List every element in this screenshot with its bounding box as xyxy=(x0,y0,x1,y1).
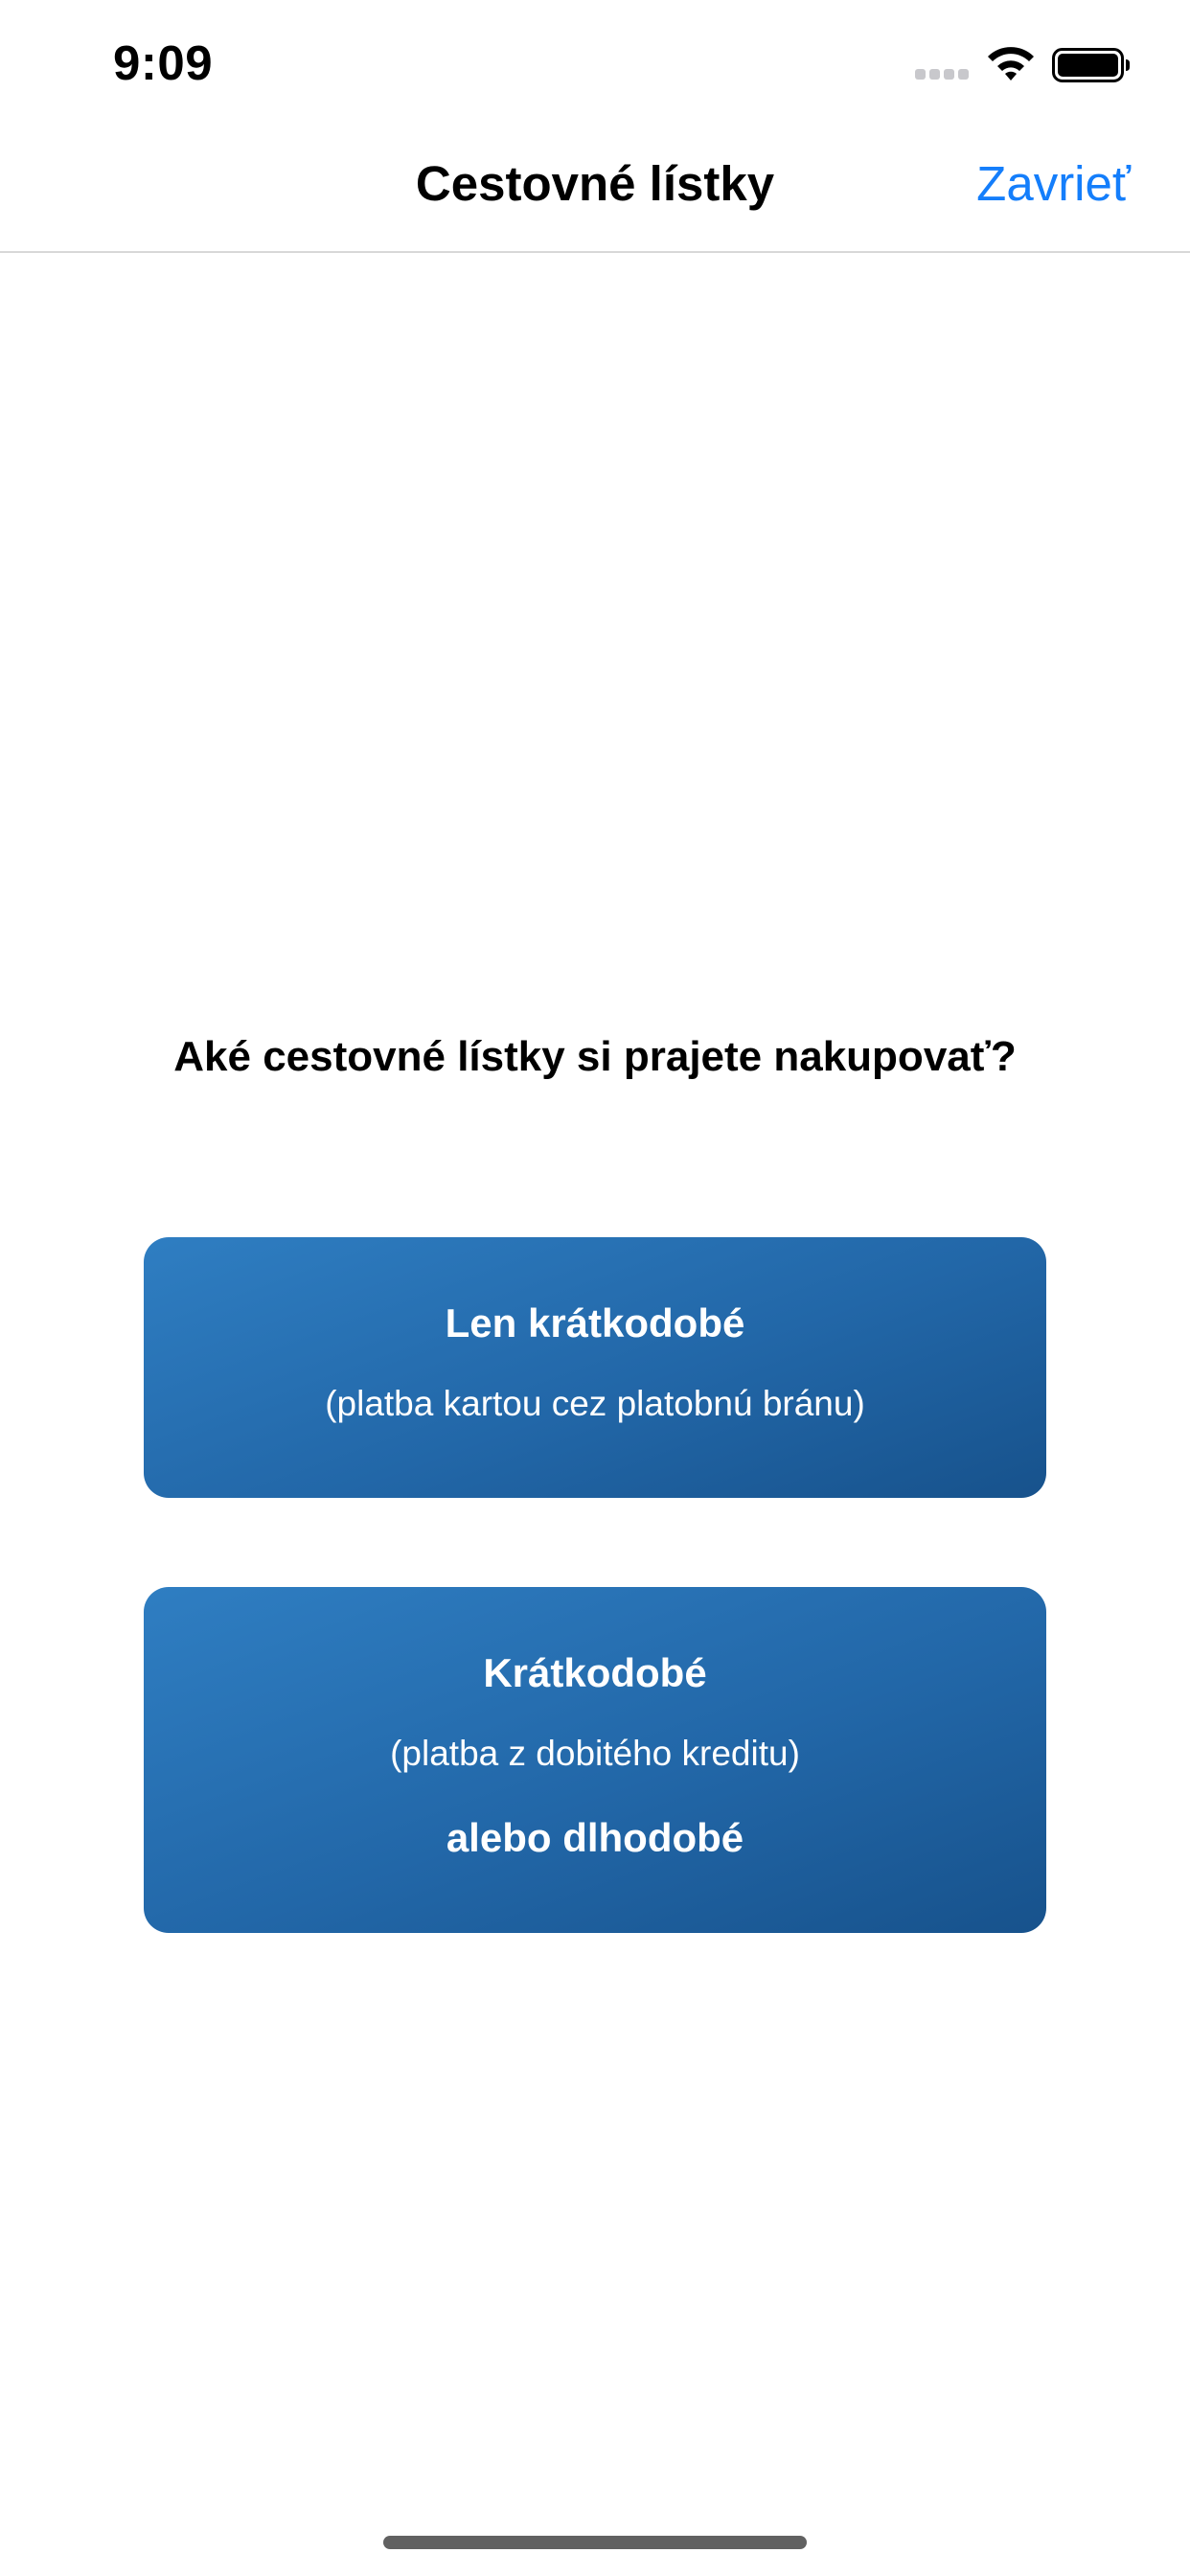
option-footer: alebo dlhodobé xyxy=(446,1815,744,1860)
battery-full-icon xyxy=(1052,48,1131,82)
status-time: 9:09 xyxy=(113,35,214,90)
option-title: Len krátkodobé xyxy=(445,1300,745,1346)
option-subtitle: (platba z dobitého kreditu) xyxy=(390,1734,800,1773)
status-bar xyxy=(0,0,1190,126)
page-title: Cestovné lístky xyxy=(415,156,775,211)
short-term-only-button[interactable] xyxy=(144,1237,1046,1498)
home-indicator[interactable] xyxy=(383,2536,807,2549)
ticket-type-question: Aké cestovné lístky si prajete nakupovať? xyxy=(173,1033,1017,1080)
option-subtitle: (platba kartou cez platobnú bránu) xyxy=(325,1384,865,1423)
short-and-long-term-button[interactable] xyxy=(144,1587,1046,1933)
close-button[interactable]: Zavrieť xyxy=(976,156,1131,211)
wifi-icon xyxy=(985,46,1037,82)
cellular-signal-icon xyxy=(915,69,971,80)
navigation-bar xyxy=(0,126,1190,253)
option-title: Krátkodobé xyxy=(483,1650,707,1695)
